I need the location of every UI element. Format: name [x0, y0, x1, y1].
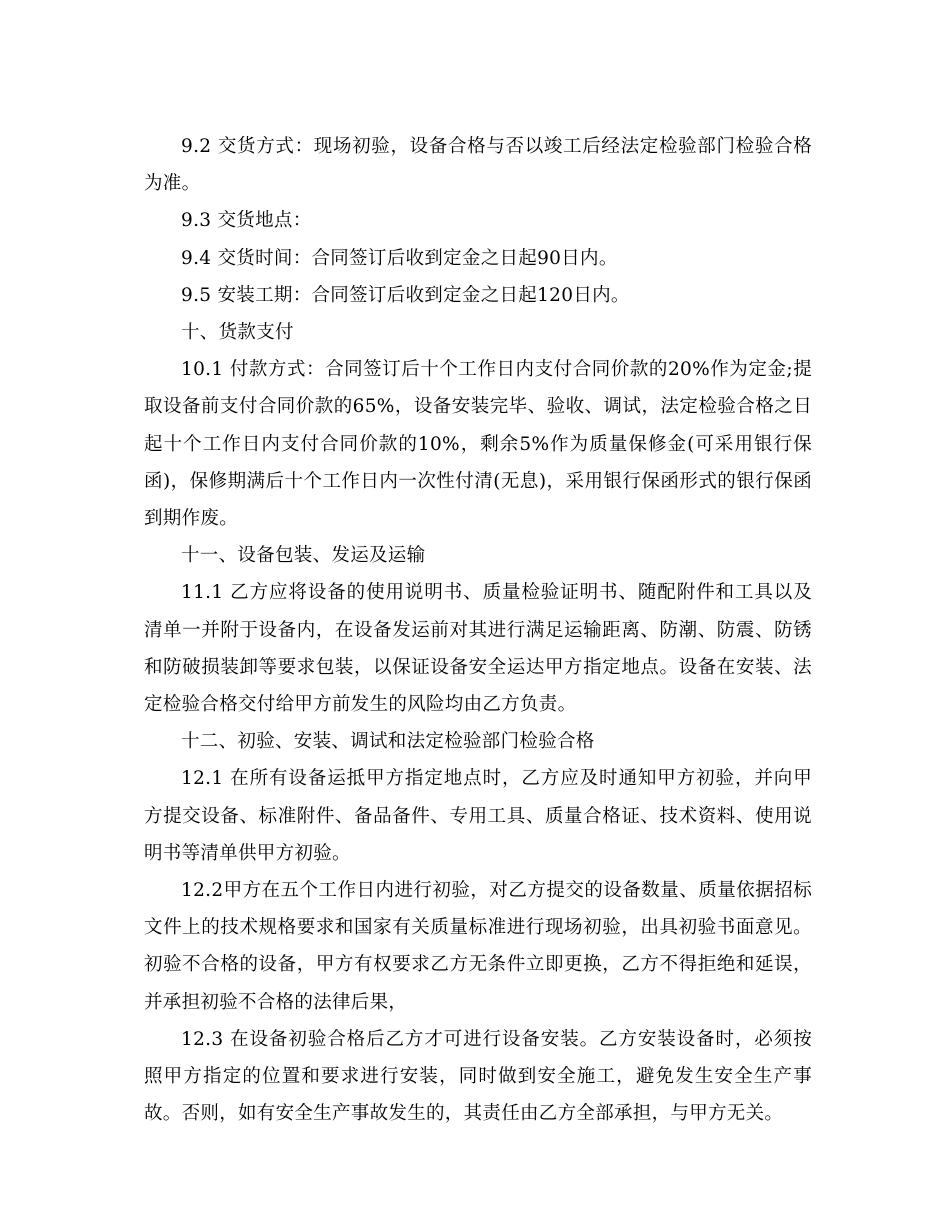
clause-12-2: 12.2甲方在五个工作日内进行初验，对乙方提交的设备数量、质量依据招标文件上的技术规格要求和国家有关质量标准进行现场初验，出具初验书面意见。初验不合格的设备，甲方有权要求乙方无条件立即更换，乙方不得拒绝和延误，并承担初验不合格的法律后果，: [144, 880, 812, 1013]
clause-9-3: 9.3 交货地点：: [181, 210, 312, 232]
clause-12-3: 12.3 在设备初验合格后乙方才可进行设备安装。乙方安装设备时，必须按照甲方指定的位置和要求进行安装，同时做到安全施工，避免发生安全生产事故。否则，如有安全生产事故发生的，其责任由乙方全部承担，与甲方无关。: [144, 1028, 812, 1125]
clause-10-1: 10.1 付款方式：合同签订后十个工作日内支付合同价款的20%作为定金;提取设备前支付合同价款的65%，设备安装完毕、验收、调试，法定检验合格之日起十个工作日内支付合同价款的10%，剩余5%作为质量保修金(可采用银行保函)，保修期满后十个工作日内一次性付清(无息)，采用银行保函形式的银行保函到期作废。: [144, 359, 812, 530]
clause-12-1: 12.1 在所有设备运抵甲方指定地点时，乙方应及时通知甲方初验，并向甲方提交设备、标准附件、备品备件、专用工具、质量合格证、技术资料、使用说明书等清单供甲方初验。: [144, 768, 812, 864]
section-heading-12: 十二、初验、安装、调试和法定检验部门检验合格: [181, 731, 595, 753]
section-heading-11: 十一、设备包装、发运及运输: [181, 545, 426, 567]
clause-9-4: 9.4 交货时间：合同签订后收到定金之日起90日内。: [181, 247, 618, 269]
clause-9-5: 9.5 安装工期：合同签订后收到定金之日起120日内。: [181, 284, 630, 306]
section-heading-10: 十、货款支付: [181, 322, 294, 344]
clause-9-2: 9.2 交货方式：现场初验，设备合格与否以竣工后经法定检验部门检验合格为准。: [144, 136, 812, 195]
clause-11-1: 11.1 乙方应将设备的使用说明书、质量检验证明书、随配附件和工具以及清单一并附于设备内，在设备发运前对其进行满足运输距离、防潮、防震、防锈和防破损装卸等要求包装，以保证设备安全运达甲方指定地点。设备在安装、法定检验合格交付给甲方前发生的风险均由乙方负责。: [144, 582, 812, 716]
document-body: [144, 128, 812, 1132]
